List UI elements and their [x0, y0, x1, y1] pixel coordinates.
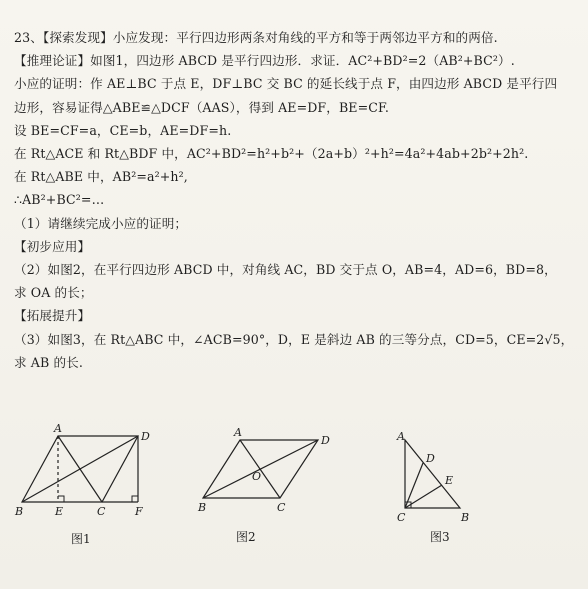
segment-cd [405, 463, 423, 508]
problem-line-proof-2: 边形，容易证得△ABE≌△DCF（AAS），得到 AE=DF，BE=CF. [14, 99, 389, 115]
figure-1 [22, 436, 138, 502]
label-c-3: C [397, 511, 406, 524]
question-1: （1）请继续完成小应的证明； [14, 215, 188, 231]
label-a-2: A [234, 426, 242, 439]
figures-svg [0, 420, 588, 589]
question-2: （2）如图2，在平行四边形 ABCD 中，对角线 AC，BD 交于点 O，AB=4，AD=6，BD=8， [14, 262, 557, 278]
label-e-3: E [445, 474, 454, 487]
label-b-3: B [461, 511, 470, 524]
figure-3-labels [396, 430, 469, 544]
question-3: （3）如图3，在 Rt△ABC 中，∠ACB=90°，D，E 是斜边 AB 的三等分点，CD=5，CE=2√5， [14, 331, 574, 347]
problem-line-proof-claim: 【推理论证】如图1，四边形 ABCD 是平行四边形．求证．AC²+BD²=2（AB²+BC²）. [14, 53, 515, 69]
label-d-1: D [141, 430, 150, 443]
label-d-3: D [426, 452, 435, 465]
label-e-1: E [55, 505, 64, 518]
problem-line-rt-abe: 在 Rt△ABE 中，AB²=a²+h², [14, 169, 188, 185]
label-c-2: C [277, 501, 286, 514]
problem-line-let: 设 BE=CF=a，CE=b，AE=DF=h. [14, 122, 232, 138]
right-angle-f [132, 496, 138, 502]
caption-figure-3: 图3 [430, 530, 450, 544]
problem-line-title: 23、【探索发现】小应发现：平行四边形两条对角线的平方和等于两邻边平方和的两倍. [14, 30, 498, 45]
problem-text [14, 26, 580, 374]
label-a-3: A [397, 430, 405, 443]
figure-2 [203, 440, 318, 498]
label-b-2: B [198, 501, 207, 514]
problem-line-rt-ace-bdf: 在 Rt△ACE 和 Rt△BDF 中，AC²+BD²=h²+b²+（2a+b）²+h²=4a²+4ab+2b²+2h². [14, 146, 529, 162]
right-angle-e [58, 496, 64, 502]
label-b-1: B [15, 505, 24, 518]
figures-area [0, 420, 588, 589]
diagonal-bd-2 [203, 440, 318, 498]
label-c-1: C [97, 505, 106, 518]
problem-line-proof-1: 小应的证明：作 AE⊥BC 于点 E，DF⊥BC 交 BC 的延长线于点 F，由四边形 ABCD 是平行四 [14, 76, 558, 92]
label-d-2: D [321, 434, 330, 447]
question-3-ask: 求 AB 的长. [14, 354, 83, 370]
section-initial-application: 【初步应用】 [14, 238, 91, 254]
question-2-ask: 求 OA 的长； [14, 285, 93, 301]
caption-figure-2: 图2 [236, 530, 256, 544]
diagonal-ac-1 [58, 436, 102, 502]
label-o-2: O [252, 470, 262, 483]
section-extension: 【拓展提升】 [14, 308, 91, 324]
caption-figure-1: 图1 [71, 532, 91, 546]
problem-line-therefore: ∴AB²+BC²=… [14, 192, 105, 208]
label-f-1: F [135, 505, 143, 518]
label-a-1: A [54, 422, 62, 435]
